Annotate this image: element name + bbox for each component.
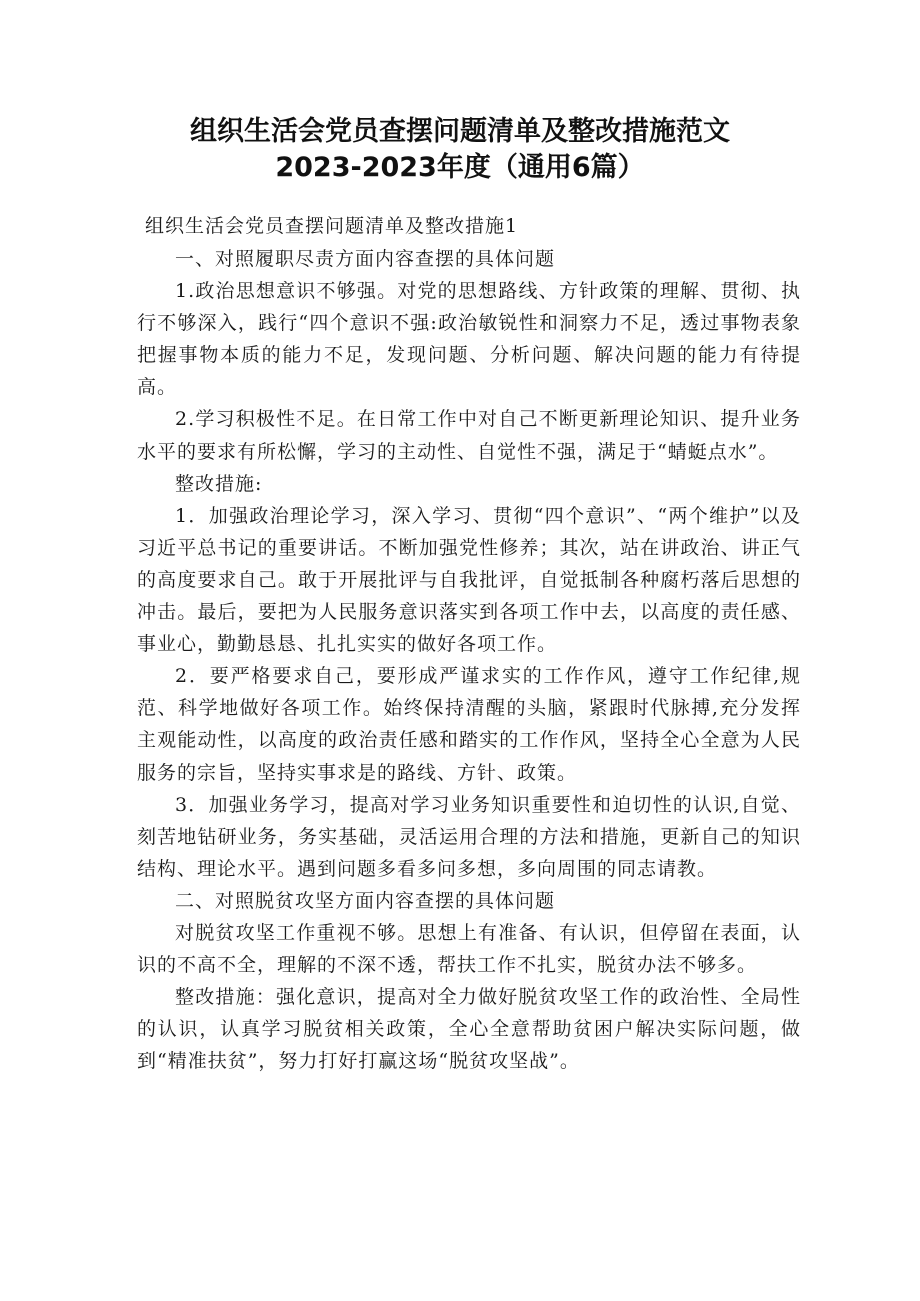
section-subtitle: 组织生活会党员查摆问题清单及整改措施1 (145, 215, 519, 237)
body-paragraph: 整改措施：强化意识，提高对全力做好脱贫攻坚工作的政治性、全局性的认识，认真学习脱贫相关政策，全心全意帮助贫困户解决实际问题，做到“精准扶贫”，努力打好打赢这场“脱贫攻坚战”。 (137, 986, 801, 1073)
body-paragraph: 1.政治思想意识不够强。对党的思想路线、方针政策的理解、贯彻、执行不够深入，践行“四个意识不强:政治敏锐性和洞察力不足，透过事物表象把握事物本质的能力不足，发现问题、分析问题、解决问题的能力有待提高。 (137, 280, 801, 399)
section-heading-2: 二、对照脱贫攻坚方面内容查摆的具体问题 (175, 889, 556, 912)
body-paragraph: 3．加强业务学习，提高对学习业务知识重要性和迫切性的认识,自觉、刻苦地钻研业务，务实基础，灵活运用合理的方法和措施，更新自己的知识结构、理论水平。遇到问题多看多问多想，多向周围的同志请教。 (137, 793, 801, 880)
section-heading-1: 一、对照履职尽责方面内容查摆的具体问题 (175, 248, 556, 270)
body-paragraph: 2．要严格要求自己，要形成严谨求实的工作作风，遵守工作纪律,规范、科学地做好各项工作。始终保持清醒的头脑，紧跟时代脉搏,充分发挥主观能动性，以高度的政治责任感和踏实的工作作风，坚持全心全意为人民服务的宗旨，坚持实事求是的路线、方针、政策。 (137, 665, 801, 784)
body-paragraph: 对脱贫攻坚工作重视不够。思想上有准备、有认识，但停留在表面，认识的不高不全，理解的不深不透，帮扶工作不扎实，脱贫办法不够多。 (137, 921, 801, 977)
document-title-line-2: 2023-2023年度（通用6篇） (275, 152, 645, 183)
document-title-line-1: 组织生活会党员查摆问题清单及整改措施范文 (190, 116, 730, 147)
body-paragraph: 1．加强政治理论学习，深入学习、贯彻“四个意识”、“两个维护”以及习近平总书记的重要讲话。不断加强党性修养；其次，站在讲政治、讲正气的高度要求自己。敢于开展批评与自我批评，自觉抵制各种腐朽落后思想的冲击。最后，要把为人民服务意识落实到各项工作中去，以高度的责任感、事业心，勤勤恳恳、扎扎实实的做好各项工作。 (137, 504, 801, 656)
body-paragraph: 2.学习积极性不足。在日常工作中对自己不断更新理论知识、提升业务水平的要求有所松懈，学习的主动性、自觉性不强，满足于“蜻蜓点水”。 (137, 408, 801, 463)
rectification-heading: 整改措施: (175, 472, 263, 495)
document-body (137, 243, 801, 1077)
